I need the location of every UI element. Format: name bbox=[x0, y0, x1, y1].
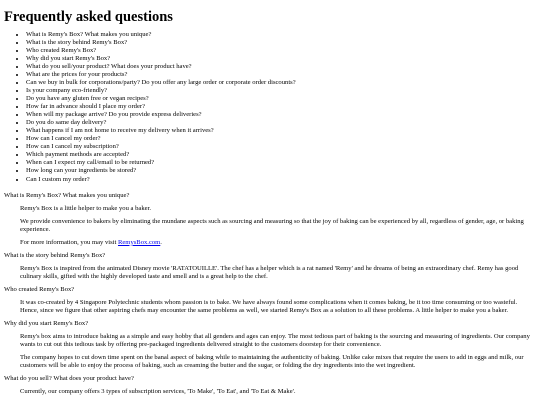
answer-text: For more information, you may visit bbox=[20, 238, 118, 246]
faq-question: Who created Remy's Box? bbox=[4, 285, 75, 293]
faq-section-unique bbox=[4, 192, 536, 247]
faq-index-item: • What is the story behind Remy's Box? bbox=[26, 39, 536, 47]
faq-question: What is Remy's Box? What makes you unique? bbox=[4, 191, 130, 199]
answer-text: . bbox=[160, 238, 162, 246]
faq-index-item: • Why did you start Remy's Box? bbox=[26, 55, 536, 63]
faq-index-item: • Which payment methods are accepted? bbox=[26, 151, 536, 159]
remysbox-link[interactable]: RemysBox.com bbox=[117, 238, 161, 246]
faq-index-item: • How far in advance should I place my order? bbox=[26, 103, 536, 111]
faq-index-item: • Is your company eco-friendly? bbox=[26, 87, 536, 95]
faq-index-item: • How can I cancel my subscription? bbox=[26, 143, 536, 151]
faq-answer: We provide convenience to bakers by eliminating the mundane aspects such as sourcing and measuring so that the joy of baking can be experienced by all, regardless of gender, age, or baking experience. bbox=[20, 217, 524, 233]
faq-question: What is the story behind Remy's Box? bbox=[4, 251, 106, 259]
faq-index-item: • When can I expect my call/email to be returned? bbox=[26, 159, 536, 167]
faq-question: What do you sell? What does your product have? bbox=[4, 375, 134, 383]
faq-index-item: • What is Remy's Box? What makes you unique? bbox=[26, 31, 536, 39]
faq-index-item: • How long can your ingredients be stored? bbox=[26, 167, 536, 175]
faq-question: Why did you start Remy's Box? bbox=[4, 319, 89, 327]
faq-answer: It was co-created by 4 Singapore Polytechnic students whom passion is to bake. We have always found some complications when it comes baking, be it too time consuming or too wasteful. Hence, since we figure that other aspiring chefs may encounter the same problems as well, we started Remy's Box as a solution to all these problems. A little helper to make you a baker. bbox=[20, 298, 518, 314]
faq-answer: Remy's box aims to introduce baking as a simple and easy hobby that all genders and ages can enjoy. The most tedious part of baking is the sourcing and measuring of ingredients. Our company wants to cut out this tedious task by offering pre-packaged ingredients delivered straight to the customers doorstep for their convenience. bbox=[20, 332, 530, 348]
page-title: Frequently asked questions bbox=[4, 9, 173, 25]
faq-index-item: • Do you do same day delivery? bbox=[26, 119, 536, 127]
faq-answer: The company hopes to cut down time spent on the banal aspect of baking while to maintaining the authenticity of baking. Unlike cake mixes that require the users to add in eggs and milk, our customers will be able to enjoy the process of baking, such as creaming the butter and the sugar, or folding the dry ingredients into the wet ingredient. bbox=[20, 353, 524, 369]
faq-answer: Currently, our company offers 3 types of subscription services, 'To Make', 'To Eat', and 'To Eat & Make'. bbox=[20, 388, 296, 396]
faq-index-item: • What are the prices for your products? bbox=[26, 71, 536, 79]
faq-section-story bbox=[4, 252, 536, 281]
faq-index-item: • How can I cancel my order? bbox=[26, 135, 536, 143]
faq-section-creators bbox=[4, 286, 536, 315]
faq-section-why bbox=[4, 320, 536, 370]
faq-index-item: • Can we buy in bulk for corporations/party? Do you offer any large order or corporate order discounts? bbox=[26, 79, 536, 87]
faq-index-item: • Can I custom my order? bbox=[26, 176, 536, 184]
faq-index-item: • Who created Remy's Box? bbox=[26, 47, 536, 55]
faq-index-item: • What happens if I am not home to receive my delivery when it arrives? bbox=[26, 127, 536, 135]
faq-index-item: • Do you have any gluten free or vegan recipes? bbox=[26, 95, 536, 103]
faq-index-item: • What do you sell/your product? What does your product have? bbox=[26, 63, 536, 71]
faq-answer: Remy's Box is a little helper to make you a baker. bbox=[20, 204, 152, 212]
faq-index-item: • When will my package arrive? Do you provide express deliveries? bbox=[26, 111, 536, 119]
faq-answer bbox=[4, 239, 536, 247]
faq-answer: Remy's Box is inspired from the animated Disney movie 'RATATOUILLE'. The chef has a helper which is a rat named 'Remy' and he dreams of being an extraordinary chef. Remy has good culinary skills, gifted with the highly developed taste and smell and is a great help to the chef. bbox=[20, 264, 519, 280]
faq-index-list bbox=[4, 31, 536, 184]
faq-section-product bbox=[4, 375, 536, 396]
